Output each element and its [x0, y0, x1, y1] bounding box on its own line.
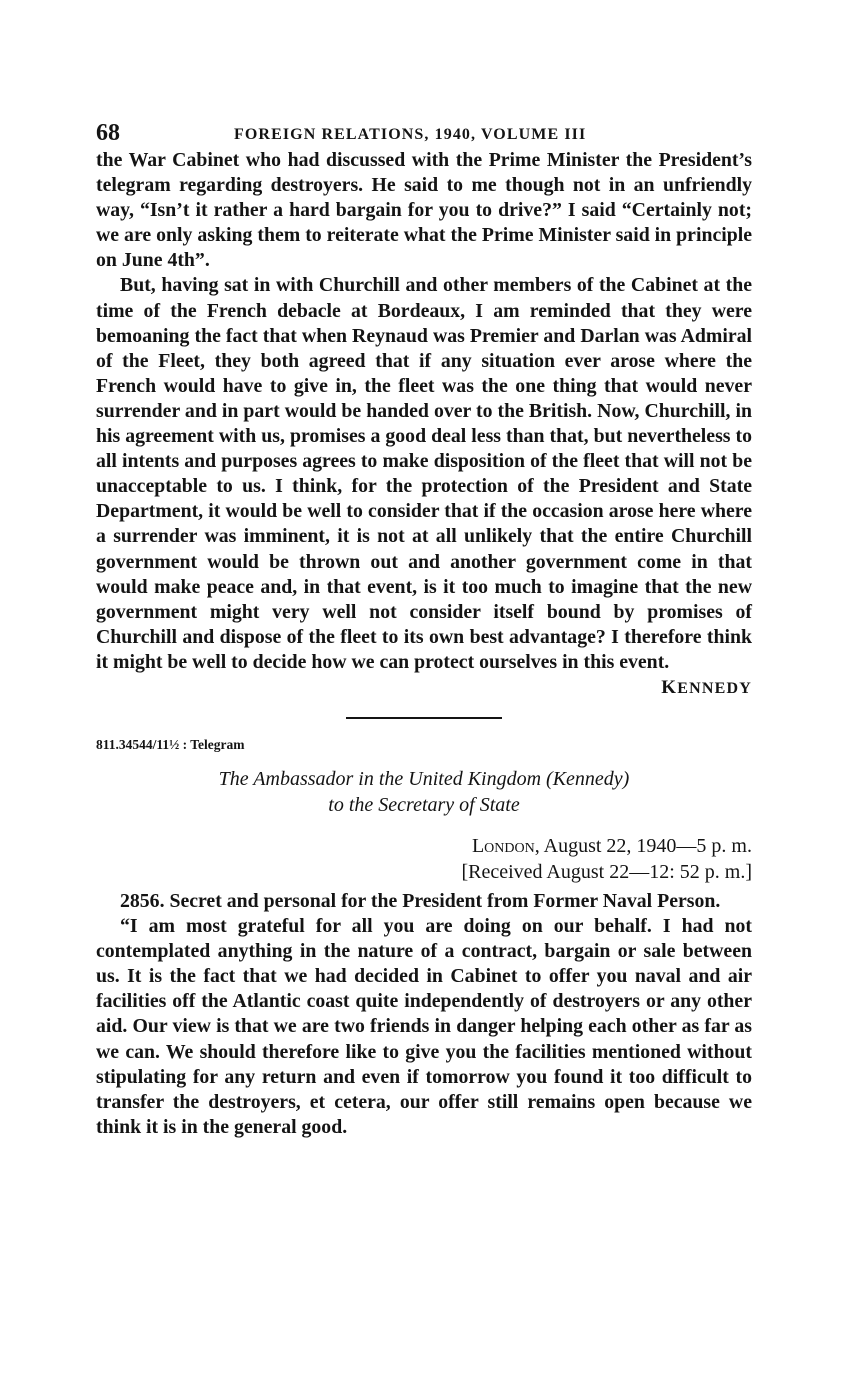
- running-title: FOREIGN RELATIONS, 1940, VOLUME III: [234, 126, 587, 143]
- dateline: [96, 833, 752, 885]
- paragraph-quote: “I am most grateful for all you are doing on our behalf. I had not contemplated anything in the nature of a contract, bargain or sale between us. It is the fact that we had decided in Cabinet to offer you naval and air facilities off the Atlantic coast quite independently of destroyers or any other aid. Our view is that we are two friends in danger helping each other as far as we can. We should therefore like to give you the facilities mentioned without stipulating for any return and even if tomorrow you found it too difficult to transfer the destroyers, et cetera, our offer still remains open because we think it is in the general good.: [96, 915, 752, 1138]
- signature-rest: ENNEDY: [677, 679, 752, 697]
- dateline-received: [Received August 22—12: 52 p. m.]: [461, 860, 752, 883]
- page-header: [96, 118, 752, 148]
- document-title-line2: to the Secretary of State: [328, 793, 520, 816]
- signature: [96, 677, 752, 699]
- document-page: [96, 118, 752, 1140]
- signature-initial: K: [661, 676, 678, 698]
- dateline-date: , August 22, 1940—5 p. m.: [534, 834, 752, 857]
- dateline-place: London: [471, 834, 535, 857]
- file-reference: 811.34544/11½ : Telegram: [96, 736, 245, 752]
- section-divider: [346, 717, 502, 719]
- paragraph-churchill: But, having sat in with Churchill and other members of the Cabinet at the time of the French debacle at Bordeaux, I am reminded that they were bemoaning the fact that when Reynaud was Premier and Darlan was Admiral of the Fleet, they both agreed that if any situation ever arose where the French would have to give in, the fleet was the one thing that would never surrender and in part would be handed over to the British. Now, Churchill, in his agreement with us, promises a good deal less than that, but nevertheless to all intents and purposes agrees to make disposition of the fleet that will not be unacceptable to us. I think, for the protection of the President and State Department, it would be well to consider that if the occasion arose here where a surrender was imminent, it is not at all unlikely that the entire Churchill government would be thrown out and another government come in that would make peace and, in that event, is it too much to imagine that the new government might very well not consider itself bound by promises of Churchill and dispose of the fleet to its own best advantage? I therefore think it might be well to decide how we can protect ourselves in this event.: [96, 274, 752, 673]
- paragraph-2856: 2856. Secret and personal for the President from Former Naval Person.: [120, 889, 721, 912]
- page-number: 68: [96, 120, 120, 146]
- document-title-line1: The Ambassador in the United Kingdom (Kennedy): [218, 767, 630, 790]
- document-title: [96, 766, 752, 818]
- paragraph-continued: the War Cabinet who had discussed with the Prime Minister the President’s telegram regarding destroyers. He said to me though not in an unfriendly way, “Isn’t it rather a hard bargain for you to drive?” I said “Certainly not; we are only asking them to reiterate what the Prime Minister said in principle on June 4th”.: [96, 149, 752, 272]
